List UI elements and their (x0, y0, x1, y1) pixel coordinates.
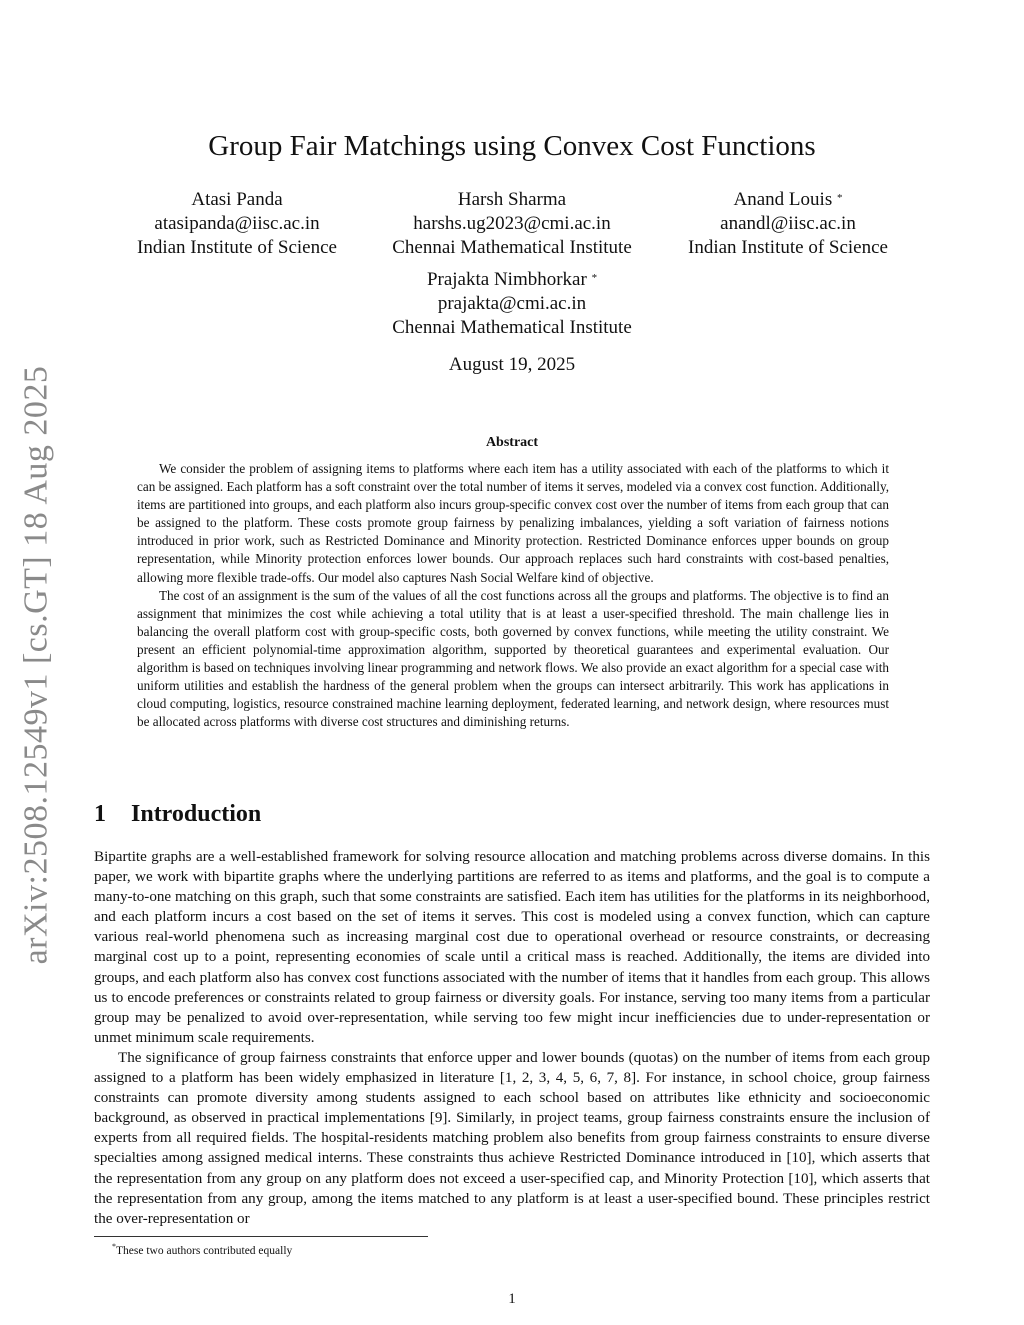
author-block (668, 188, 908, 260)
author-affiliation: Indian Institute of Science (688, 237, 888, 258)
body-paragraph: The significance of group fairness constraints that enforce upper and lower bounds (quotas) on the number of items from each group assigned to a platform has been widely emphasized in literature [1, 2, 3, 4, 5, 6, 7, 8]. For instance, in school choice, group fairness constraints can promote diversity among students assigned to each school based on attributes like ethnicity and socioeconomic background, as observed in practical implementations [9]. Similarly, in project teams, group fairness constraints ensure the inclusion of experts from all required fields. The hospital-residents matching problem also benefits from group fairness constraints to ensure diverse specialties among assigned medical interns. These constraints thus achieve Restricted Dominance introduced in [10], which asserts that the representation from any group on any platform does not exceed a user-specified cap, and Minority Protection [10], which asserts that the representation from any group, among the items matched to any platform is at least a user-specified bound. These principles restrict the over-representation or (94, 1049, 930, 1227)
author-name: Prajakta Nimbhorkar * (426, 269, 598, 290)
footnote-text: These two authors contributed equally (116, 1244, 293, 1257)
author-email: prajakta@cmi.ac.in (437, 293, 587, 314)
author-name: Harsh Sharma (457, 189, 567, 210)
body-paragraph: Bipartite graphs are a well-established framework for solving resource allocation and matching problems across diverse domains. In this paper, we work with bipartite graphs where the underlying partitions are referred to as items and platforms, and the goal is to compute a many-to-one matching on this graph, such that some constraints are satisfied. Each item has utilities for the platforms in its neighborhood, and each platform incurs a cost based on the set of items it serves. This cost is modeled using a convex function, which can capture various real-world phenomena such as increasing marginal cost due to operational overhead or resource constraints, or decreasing marginal cost up to a point, representing economies of scale until a critical mass is reached. Additionally, the items are divided into groups, and each platform also has convex cost functions associated with the number of items that it handles from each group. This allows us to encode preferences or constraints related to group fairness or diversity goals. For instance, serving too many items from a particular group may be penalized to avoid over-representation, while serving too few might incur inefficiencies due to under-representation or unmet minimum scale requirements. (94, 849, 930, 1046)
author-name: Atasi Panda (191, 189, 283, 210)
author-email: anandl@iisc.ac.in (720, 213, 856, 234)
equal-contribution-mark: * (836, 192, 843, 204)
abstract-paragraph: We consider the problem of assigning items to platforms where each item has a utility associated with each of the platforms to which it can be assigned. Each platform has a soft constraint over the total number of items it serves, modeled via a convex cost function. Additionally, items are partitioned into groups, and each platform also incurs group-specific convex cost over the number of items from each group that can be assigned to the platform. These costs promote group fairness by penalizing imbalances, yielding a soft variation of fairness notions introduced in prior work, such as Restricted Dominance and Minority protection. Restricted Dominance enforces upper bounds on group representation, while Minority protection enforces lower bounds. Our approach replaces such hard constraints with cost-based penalties, allowing more flexible trade-offs. Our model also captures Nash Social Welfare kind of objective. (137, 461, 889, 585)
section-body (94, 847, 930, 1229)
section-title: Introduction (131, 801, 262, 827)
author-block (380, 268, 644, 340)
author-block (380, 188, 644, 260)
section-number: 1 (94, 801, 106, 827)
abstract (137, 460, 889, 731)
paper-title: Group Fair Matchings using Convex Cost Functions (208, 130, 816, 162)
publication-date: August 19, 2025 (448, 354, 576, 375)
arxiv-stamp (8, 365, 64, 965)
author-affiliation: Chennai Mathematical Institute (392, 237, 632, 258)
author-affiliation: Indian Institute of Science (137, 237, 337, 258)
footnote-mark: * (112, 1242, 116, 1251)
abstract-heading: Abstract (485, 435, 539, 450)
author-name: Anand Louis * (733, 189, 843, 210)
author-affiliation: Chennai Mathematical Institute (392, 317, 632, 338)
footnote-rule (94, 1236, 428, 1237)
section-heading (94, 801, 261, 828)
author-email: harshs.ug2023@cmi.ac.in (413, 213, 611, 234)
page-number: 1 (508, 1291, 516, 1307)
author-email: atasipanda@iisc.ac.in (154, 213, 320, 234)
arxiv-identifier: arXiv:2508.12549v1 [cs.GT] 18 Aug 2025 (17, 365, 55, 965)
author-block (112, 188, 362, 260)
abstract-paragraph: The cost of an assignment is the sum of the values of all the cost functions across all the groups and platforms. The objective is to find an assignment that minimizes the cost while achieving a total utility that is at least a user-specified threshold. The main challenge lies in balancing the overall platform cost with group-specific costs, both governed by convex functions, while meeting the utility constraint. We present an efficient polynomial-time approximation algorithm, supported by theoretical guarantees and experimental evaluation. Our algorithm is based on techniques involving linear programming and network flows. We also provide an exact algorithm for a special case with uniform utilities and establish the hardness of the general problem when the groups can intersect arbitrarily. This work has applications in cloud computing, logistics, resource constrained machine learning deployment, federated learning, and network design, where resources must be allocated across platforms with diverse cost structures and diminishing returns. (137, 587, 889, 730)
equal-contribution-mark: * (591, 272, 598, 284)
footnote (112, 1242, 292, 1257)
